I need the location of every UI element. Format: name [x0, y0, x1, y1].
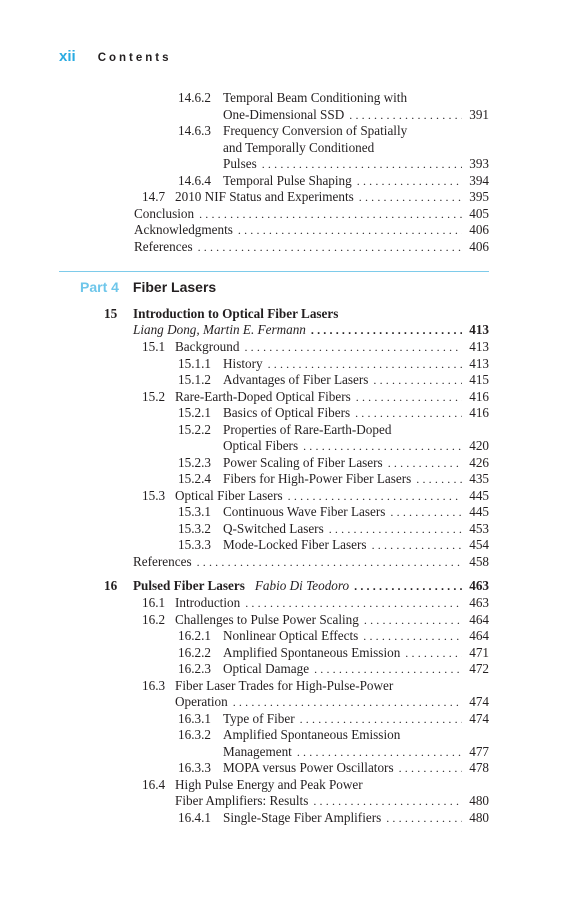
- entry-title: References: [133, 553, 192, 569]
- toc-entry[interactable]: [142, 339, 489, 355]
- toc-entry[interactable]: [142, 595, 489, 611]
- leader-dots: [238, 222, 462, 238]
- leader-dots: [349, 107, 462, 123]
- entry-number: 15.1.1: [178, 355, 211, 371]
- entry-page: 480: [469, 793, 489, 808]
- running-title: Contents: [97, 52, 172, 64]
- entry-page: 445: [469, 487, 489, 503]
- leader-dots: [372, 537, 462, 553]
- chapter-authors: Liang Dong, Martin E. Fermann: [133, 322, 306, 337]
- entry-page: 464: [469, 628, 489, 643]
- entry-page: 474: [469, 694, 489, 709]
- entry-number: 14.6.3: [178, 123, 211, 138]
- leader-dots: [416, 471, 462, 487]
- entry-title: High Pulse Energy and Peak Power: [175, 776, 363, 792]
- toc-entry[interactable]: [223, 140, 489, 156]
- toc-entry[interactable]: [142, 777, 489, 793]
- entry-page: 445: [469, 504, 489, 519]
- leader-dots: [356, 389, 462, 405]
- chapter-15-heading[interactable]: [104, 306, 489, 322]
- leader-dots: [357, 173, 462, 189]
- entry-title: Acknowledgments: [134, 222, 233, 237]
- entry-number: 16.2.2: [178, 644, 211, 660]
- entry-number: 15.3.3: [178, 537, 211, 552]
- leader-dots: [355, 405, 462, 421]
- toc-entry[interactable]: [178, 628, 489, 644]
- chapter-number: 15: [104, 306, 118, 321]
- entry-page: 426: [469, 454, 489, 470]
- leader-dots: [311, 322, 462, 338]
- entry-number: 15.2.3: [178, 454, 211, 470]
- entry-title: and Temporally Conditioned: [223, 139, 375, 155]
- entry-page: 464: [469, 611, 489, 627]
- entry-page: 458: [469, 553, 489, 569]
- entry-title: Challenges to Pulse Power Scaling: [175, 611, 359, 627]
- entry-title: Q-Switched Lasers: [223, 520, 324, 536]
- entry-title: Temporal Beam Conditioning with: [223, 90, 408, 105]
- entry-page: 454: [469, 537, 489, 552]
- entry-number: 15.2: [142, 388, 166, 404]
- entry-page: 416: [469, 405, 489, 420]
- entry-page: 435: [469, 471, 489, 486]
- leader-dots: [297, 744, 462, 760]
- entry-number: 15.2.1: [178, 405, 211, 420]
- entry-page: 393: [469, 156, 489, 171]
- leader-dots: [386, 810, 462, 826]
- chapter-title: Pulsed Fiber Lasers: [133, 578, 245, 593]
- entry-number: 14.6.4: [178, 172, 211, 188]
- entry-page: 478: [469, 760, 489, 775]
- leader-dots: [399, 760, 462, 776]
- entry-page: 413: [469, 339, 489, 354]
- part-title: Fiber Lasers: [132, 279, 217, 295]
- leader-dots: [363, 628, 462, 644]
- entry-title: Basics of Optical Fibers: [223, 405, 351, 420]
- toc-entry[interactable]: [178, 504, 489, 520]
- toc-entry[interactable]: [178, 521, 489, 537]
- toc-entry[interactable]: [223, 438, 489, 454]
- part-divider: [59, 271, 489, 272]
- leader-dots: [390, 504, 462, 520]
- leader-dots: [199, 206, 462, 222]
- leader-dots: [300, 711, 462, 727]
- toc-entry[interactable]: [178, 356, 489, 372]
- toc-entry[interactable]: [142, 189, 489, 205]
- entry-title: Fiber Laser Trades for High-Pulse-Power: [175, 677, 394, 693]
- toc-entry[interactable]: [134, 206, 489, 222]
- entry-title: Optical Fibers: [223, 438, 299, 453]
- entry-number: 15.3: [142, 487, 166, 503]
- entry-number: 16.2: [142, 611, 166, 627]
- entry-title: Single-Stage Fiber Amplifiers: [223, 809, 382, 825]
- running-header: [59, 48, 172, 68]
- chapter-page: 413: [469, 322, 489, 337]
- entry-title: Optical Fiber Lasers: [175, 487, 283, 503]
- entry-title: Amplified Spontaneous Emission: [223, 727, 401, 742]
- toc-entry[interactable]: [178, 471, 489, 487]
- leader-dots: [364, 612, 462, 628]
- entry-page: 474: [469, 710, 489, 726]
- leader-dots: [288, 488, 462, 504]
- toc-entry[interactable]: [178, 645, 489, 661]
- entry-title: Fiber Amplifiers: Results: [175, 793, 309, 808]
- entry-page: 406: [469, 222, 489, 237]
- entry-number: 15.1: [142, 339, 166, 354]
- entry-title: Introduction: [175, 595, 241, 610]
- entry-title: Background: [175, 339, 240, 354]
- entry-number: 16.4.1: [178, 809, 211, 825]
- toc-entry[interactable]: [142, 488, 489, 504]
- chapter-page: 463: [469, 578, 489, 593]
- entry-number: 15.2.2: [178, 421, 211, 437]
- chapter-authors: Fabio Di Teodoro: [254, 578, 350, 593]
- leader-dots: [262, 156, 462, 172]
- chapter-16-heading[interactable]: [104, 578, 489, 594]
- leader-dots: [313, 793, 462, 809]
- toc-entry[interactable]: [223, 156, 489, 172]
- entry-number: 16.3.2: [178, 727, 211, 742]
- entry-page: 395: [469, 189, 489, 204]
- leader-dots: [405, 645, 462, 661]
- leader-dots: [245, 595, 462, 611]
- entry-page: 471: [469, 644, 489, 660]
- entry-title: One-Dimensional SSD: [223, 106, 345, 122]
- toc-entry[interactable]: [175, 694, 489, 710]
- entry-title: Amplified Spontaneous Emission: [223, 644, 401, 660]
- entry-title: Nonlinear Optical Effects: [223, 628, 359, 643]
- toc-entry[interactable]: [178, 537, 489, 553]
- leader-dots: [303, 438, 462, 454]
- leader-dots: [198, 239, 462, 255]
- entry-title: History: [223, 355, 263, 371]
- toc-entry[interactable]: [178, 711, 489, 727]
- entry-title: Rare-Earth-Doped Optical Fibers: [175, 388, 351, 404]
- toc-entry[interactable]: [178, 405, 489, 421]
- leader-dots: [329, 521, 462, 537]
- entry-page: 391: [469, 106, 489, 122]
- toc-entry[interactable]: [142, 678, 489, 694]
- toc-entry[interactable]: [134, 239, 489, 255]
- entry-number: 15.3.2: [178, 520, 211, 536]
- entry-number: 16.4: [142, 776, 166, 792]
- entry-page: 394: [469, 172, 489, 188]
- leader-dots: [268, 356, 462, 372]
- entry-page: 477: [469, 743, 489, 759]
- entry-title: Continuous Wave Fiber Lasers: [223, 504, 386, 519]
- entry-number: 15.2.4: [178, 471, 211, 486]
- entry-page: 420: [469, 438, 489, 453]
- entry-title: Operation: [175, 694, 228, 709]
- entry-title: Power Scaling of Fiber Lasers: [223, 454, 383, 470]
- leader-dots: [244, 339, 462, 355]
- entry-title: Management: [223, 743, 292, 759]
- entry-title: Temporal Pulse Shaping: [223, 172, 352, 188]
- toc-entry[interactable]: [134, 222, 489, 238]
- toc-entry[interactable]: [178, 123, 489, 139]
- toc-entry[interactable]: [178, 173, 489, 189]
- toc-entry[interactable]: [178, 372, 489, 388]
- entry-page: 413: [469, 355, 489, 371]
- chapter-title: Introduction to Optical Fiber Lasers: [133, 306, 339, 321]
- entry-title: Pulses: [223, 156, 257, 171]
- entry-page: 416: [469, 388, 489, 404]
- entry-title: Properties of Rare-Earth-Doped: [223, 421, 392, 437]
- entry-page: 453: [469, 520, 489, 536]
- leader-dots: [388, 455, 462, 471]
- chapter-15-authors-row[interactable]: [133, 322, 489, 338]
- toc-entry[interactable]: [178, 727, 489, 743]
- toc-entry[interactable]: [178, 422, 489, 438]
- toc-entry[interactable]: [178, 455, 489, 471]
- toc-entry[interactable]: [142, 612, 489, 628]
- part-heading: [80, 279, 216, 297]
- toc-entry[interactable]: [178, 810, 489, 826]
- entry-page: 405: [469, 205, 489, 221]
- entry-title: Mode-Locked Fiber Lasers: [223, 537, 367, 552]
- toc-entry[interactable]: [178, 661, 489, 677]
- toc-entry[interactable]: [223, 107, 489, 123]
- leader-dots: [359, 189, 462, 205]
- page-number: xii: [59, 48, 76, 65]
- entry-number: 16.2.3: [178, 661, 211, 676]
- entry-number: 14.7: [142, 189, 166, 204]
- entry-page: 472: [469, 661, 489, 676]
- entry-number: 16.3: [142, 677, 166, 693]
- leader-dots: [314, 661, 462, 677]
- toc-entry[interactable]: [223, 744, 489, 760]
- leader-dots: [233, 694, 462, 710]
- entry-title: MOPA versus Power Oscillators: [223, 760, 394, 775]
- entry-title: Fibers for High-Power Fiber Lasers: [223, 471, 412, 486]
- chapter-number: 16: [104, 578, 118, 593]
- toc-entry[interactable]: [175, 793, 489, 809]
- entry-number: 15.1.2: [178, 372, 211, 387]
- part-label: Part 4: [80, 279, 119, 295]
- leader-dots: [197, 554, 462, 570]
- entry-page: 480: [469, 809, 489, 825]
- toc-entry[interactable]: [178, 760, 489, 776]
- entry-number: 16.2.1: [178, 628, 211, 643]
- entry-title: Advantages of Fiber Lasers: [223, 372, 369, 387]
- entry-title: 2010 NIF Status and Experiments: [175, 189, 354, 204]
- entry-page: 406: [469, 238, 489, 254]
- toc-entry[interactable]: [133, 554, 489, 570]
- entry-page: 415: [469, 372, 489, 387]
- entry-title: Conclusion: [134, 205, 195, 221]
- leader-dots: [373, 372, 462, 388]
- entry-number: 16.3.3: [178, 760, 211, 775]
- entry-title: Optical Damage: [223, 661, 310, 676]
- leader-dots: [354, 578, 462, 594]
- entry-title: Type of Fiber: [223, 710, 295, 726]
- entry-page: 463: [469, 595, 489, 610]
- entry-number: 14.6.2: [178, 90, 211, 105]
- toc-entry[interactable]: [178, 90, 489, 106]
- entry-number: 16.1: [142, 595, 166, 610]
- toc-entry[interactable]: [142, 389, 489, 405]
- entry-title: References: [134, 238, 193, 254]
- entry-number: 16.3.1: [178, 710, 211, 726]
- entry-number: 15.3.1: [178, 504, 211, 519]
- entry-title: Frequency Conversion of Spatially: [223, 123, 408, 138]
